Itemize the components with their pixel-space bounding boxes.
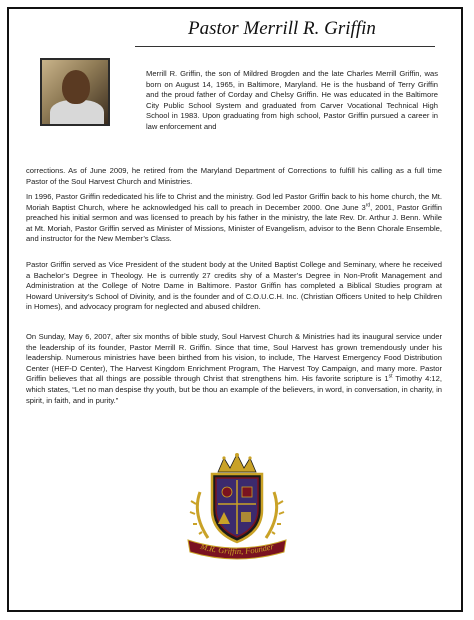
portrait-head	[62, 70, 90, 104]
ministry-paragraph	[26, 192, 442, 244]
education-paragraph: Pastor Griffin served as Vice President of the student body at the United Baptist College and Seminary, where he received a Bachelor’s Degree in Theology. He is currently 27 credits shy of a Master’s Degree in Non-Profit Management and Administration at the College of Notre Dame in Baltimore. Pastor Griffin has completed a Biblical Studies program at Howard University’s School of Divinity, and is the founder and of C.O.U.C.H. Inc. (Christian Officers United to help Children in Homes), and advocacy program for neglected and abused children.	[26, 260, 442, 312]
ministry-sup: rd	[365, 202, 371, 209]
title-underline	[135, 46, 435, 47]
church-sup: st	[388, 373, 393, 380]
pastor-portrait	[40, 58, 110, 126]
church-text-b: Timothy 4:12, which states, “Let no man despise thy youth, but be thou an example of the believers, in word, in conversation, in charity, in spirit, in faith, and in purity.”	[26, 374, 442, 405]
church-text-a: On Sunday, May 6, 2007, after six months of bible study, Soul Harvest Church & Ministries had its inaugural service under the leadership of its founder, Pastor Merrill R. Griffin. Since that time, Soul Harvest has grown tremendously under his leadership. Numerous ministries have been birthed from his vision, to include, The Harvest Emergency Food Distribution Center (HEF-D Center), The Harvest Kingdom Enrichment Program, The Harvest Toy Campaign, and many more. Pastor Griffin believes that all things are possible through Christ that strengthens him. His favorite scripture is 1	[26, 332, 442, 384]
ministry-text-a: In 1996, Pastor Griffin rededicated his life to Christ and the ministry. God led Pastor Griffin back to his home church, the Mt. Moriah Baptist Church, where he acknowledged his call to preach in December 2000. One June 3	[26, 192, 442, 212]
seal-crown-icon	[218, 453, 256, 472]
church-paragraph	[26, 332, 442, 418]
page-title: Pastor Merrill R. Griffin	[188, 18, 376, 39]
bio-intro-continued-paragraph: corrections. As of June 2009, he retired from the Maryland Department of Corrections to fulfill his calling as a full time Pastor of the Soul Harvest Church and Ministries.	[26, 166, 442, 186]
ministry-text-b: , 2001, Pastor Griffin preached his initial sermon and was licensed to preach by his father in the ministry, the late Rev. Dr. Arthur J. Benn. While at Mt. Moriah, Pastor Griffin served as Minister of Missions, Minister of Evangelism, advisor to the Benn Chorale Ensemble, and instructor for the New Member’s Class.	[26, 202, 442, 244]
bio-intro-paragraph: Merrill R. Griffin, the son of Mildred Brogden and the late Charles Merrill Griffin, was born on August 14, 1965, in Baltimore, Maryland. He is the husband of Terry Griffin and the proud father of Corday and Chelsy Griffin. He was educated in the Baltimore City Public School System and graduated from Carver Vocational Technical High School in 1983. Upon graduating from high school, Pastor Griffin pursued a career in law enforcement and	[146, 69, 438, 131]
seal-shield-icon	[212, 474, 262, 542]
seal-banner-text: M.R. Griffin, Founder	[199, 541, 275, 557]
founder-seal-logo	[180, 452, 294, 560]
